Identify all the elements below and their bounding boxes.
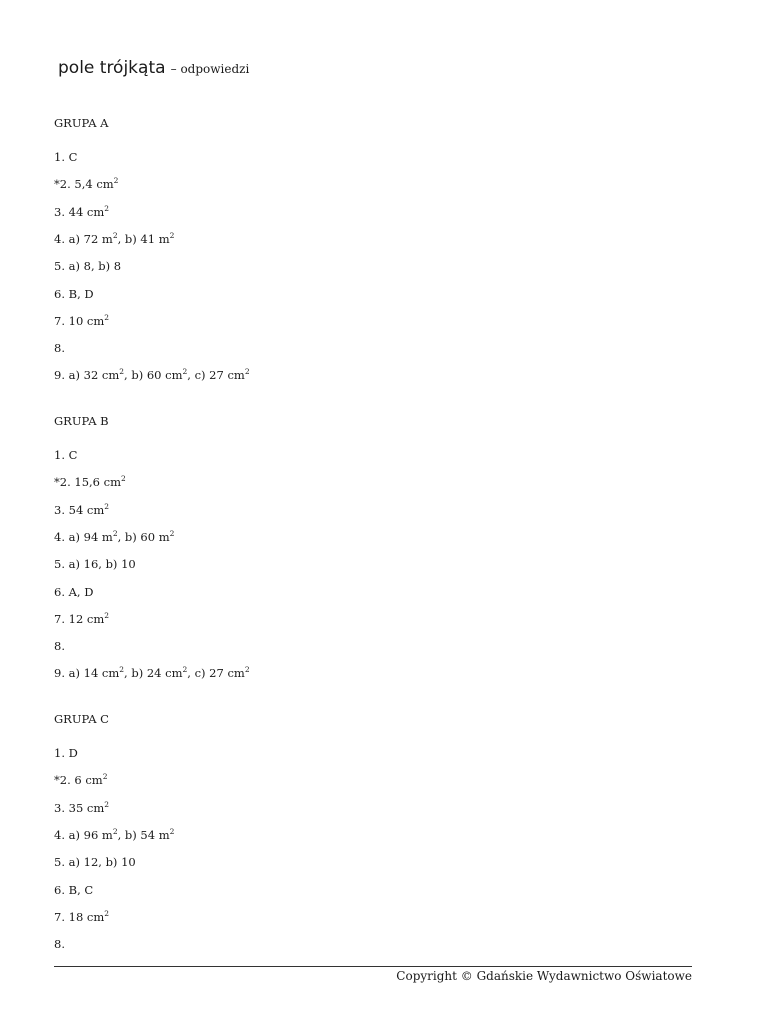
- superscript: 2: [169, 528, 175, 538]
- group-heading: GRUPA A: [54, 116, 109, 130]
- superscript: 2: [104, 908, 110, 918]
- answer-text: 8.: [54, 937, 65, 952]
- answer-line: [54, 314, 109, 328]
- answer-text: 7. 18 cm: [54, 909, 105, 924]
- answer-text: 6. B, C: [54, 882, 94, 897]
- superscript: 2: [119, 665, 125, 675]
- answer-text: 1. C: [54, 448, 78, 462]
- answer-line: [54, 557, 136, 571]
- answer-line: [54, 368, 250, 382]
- answer-text: 8.: [54, 639, 65, 654]
- superscript: 2: [104, 799, 110, 809]
- answer-text: *2. 5,4 cm: [54, 177, 114, 192]
- superscript: 2: [119, 367, 125, 377]
- superscript: 2: [112, 826, 118, 836]
- answer-line: [54, 503, 109, 517]
- superscript: 2: [104, 203, 110, 213]
- superscript: 2: [244, 665, 250, 675]
- answer-line: [54, 259, 121, 273]
- answer-text: 4. a) 96 m: [54, 827, 113, 842]
- answer-line: [54, 341, 65, 355]
- answer-line: [54, 475, 126, 489]
- answer-text: , b) 41 m: [117, 231, 170, 246]
- answer-line: [54, 177, 118, 191]
- answer-line: [54, 828, 174, 842]
- answer-line: [54, 801, 109, 815]
- answer-line: [54, 448, 77, 462]
- answer-text: 9. a) 14 cm: [54, 666, 120, 681]
- answer-line: [54, 746, 78, 760]
- superscript: 2: [120, 474, 126, 484]
- answer-text: , b) 54 m: [117, 827, 170, 842]
- superscript: 2: [104, 610, 110, 620]
- answer-line: [54, 205, 109, 219]
- copyright-text: Copyright © Gdańskie Wydawnictwo Oświatowe: [396, 969, 692, 983]
- title-main: pole trójkąta: [58, 58, 166, 78]
- answer-text: 4. a) 94 m: [54, 529, 113, 544]
- answer-line: [54, 612, 109, 626]
- superscript: 2: [244, 367, 250, 377]
- answer-line: [54, 287, 94, 301]
- superscript: 2: [182, 367, 188, 377]
- answer-text: *2. 15,6 cm: [54, 475, 121, 490]
- answer-text: , c) 27 cm: [187, 666, 245, 681]
- answer-text: , b) 60 m: [117, 529, 170, 544]
- superscript: 2: [102, 772, 108, 782]
- answer-line: [54, 937, 65, 951]
- answer-text: 5. a) 16, b) 10: [54, 557, 136, 572]
- superscript: 2: [169, 230, 175, 240]
- answer-text: 1. C: [54, 150, 78, 164]
- answer-text: *2. 6 cm: [54, 773, 103, 788]
- answer-text: 6. B, D: [54, 286, 94, 301]
- title-subtitle: – odpowiedzi: [170, 62, 250, 76]
- answer-text: 7. 10 cm: [54, 313, 105, 328]
- answer-text: 7. 12 cm: [54, 611, 105, 626]
- superscript: 2: [169, 826, 175, 836]
- answer-line: [54, 883, 93, 897]
- page-title: [58, 58, 249, 78]
- answer-text: , b) 60 cm: [124, 368, 183, 383]
- superscript: 2: [182, 665, 188, 675]
- answer-text: 3. 35 cm: [54, 800, 105, 815]
- superscript: 2: [104, 312, 110, 322]
- superscript: 2: [112, 230, 118, 240]
- answer-line: [54, 150, 77, 164]
- answer-text: 5. a) 8, b) 8: [54, 259, 122, 274]
- answer-line: [54, 666, 250, 680]
- answer-text: 3. 44 cm: [54, 204, 105, 219]
- answer-text: 1. D: [54, 746, 78, 760]
- group-heading: GRUPA C: [54, 712, 109, 726]
- answer-line: [54, 773, 107, 787]
- superscript: 2: [112, 528, 118, 538]
- answer-text: 5. a) 12, b) 10: [54, 855, 136, 870]
- answer-text: 9. a) 32 cm: [54, 368, 120, 383]
- answer-text: 3. 54 cm: [54, 502, 105, 517]
- answer-text: 8.: [54, 341, 65, 356]
- answer-text: 4. a) 72 m: [54, 231, 113, 246]
- answer-line: [54, 855, 136, 869]
- superscript: 2: [113, 176, 119, 186]
- superscript: 2: [104, 501, 110, 511]
- answer-line: [54, 910, 109, 924]
- footer-divider: [54, 966, 692, 967]
- answer-line: [54, 585, 93, 599]
- answer-line: [54, 530, 174, 544]
- answer-text: , b) 24 cm: [124, 666, 183, 681]
- answer-line: [54, 232, 174, 246]
- answer-text: , c) 27 cm: [187, 368, 245, 383]
- answer-line: [54, 639, 65, 653]
- group-heading: GRUPA B: [54, 414, 109, 428]
- answer-text: 6. A, D: [54, 584, 94, 599]
